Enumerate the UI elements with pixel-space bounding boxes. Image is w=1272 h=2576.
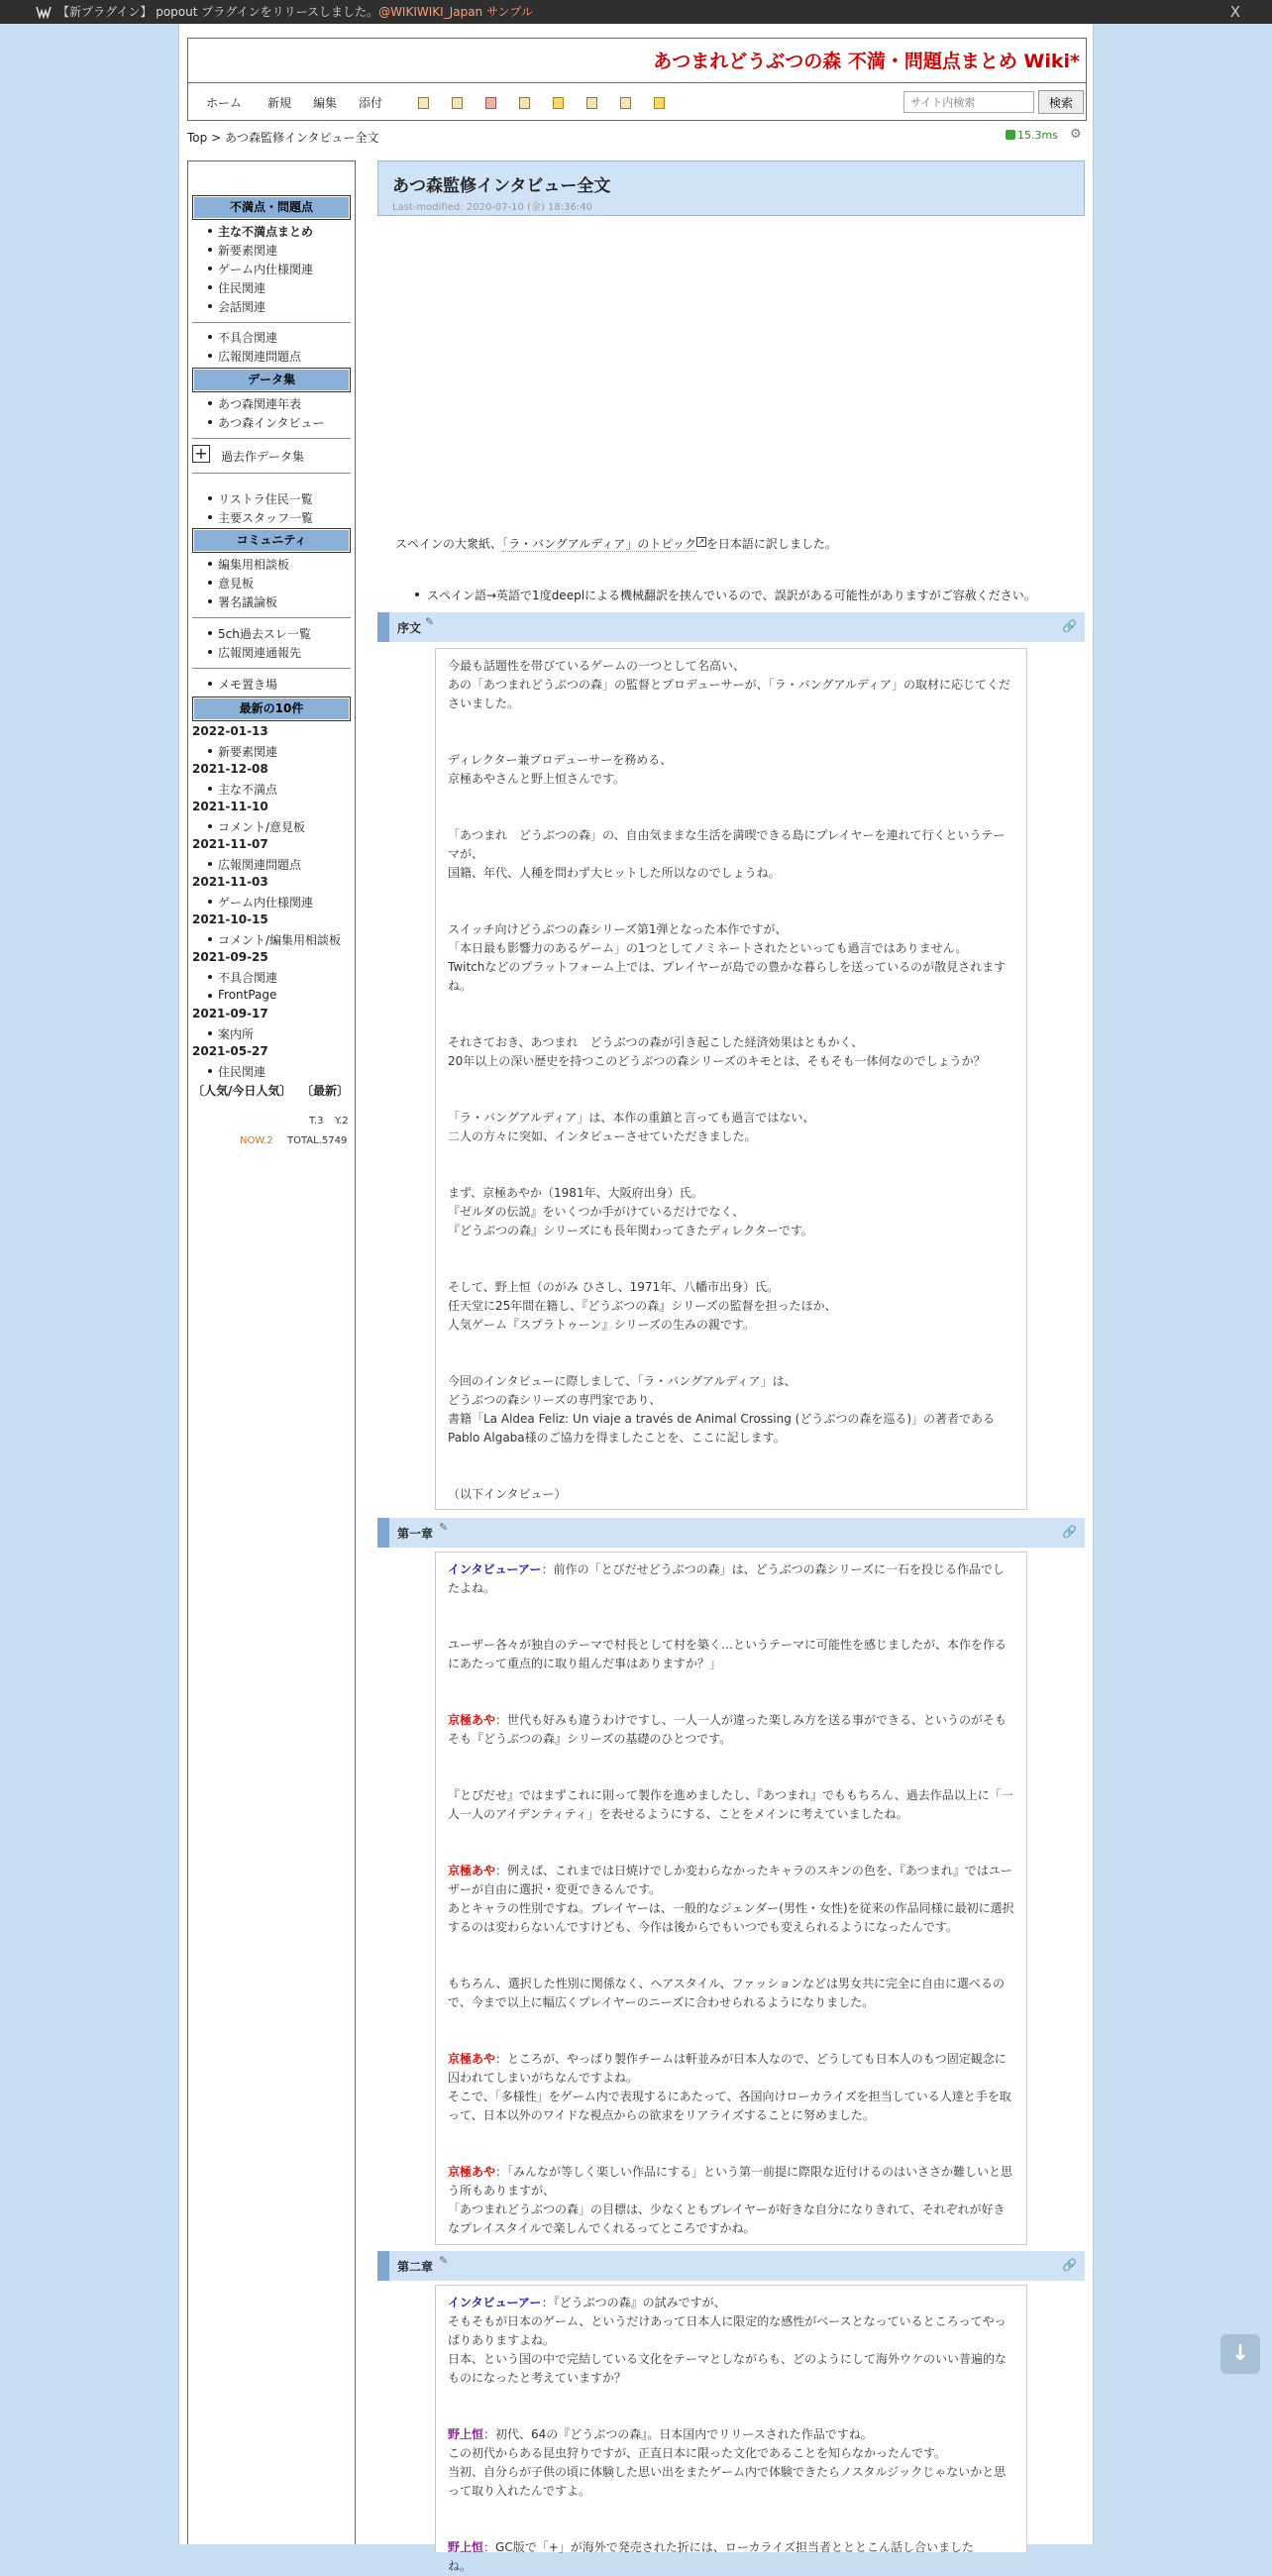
sidebar-item-past-data[interactable]: 過去作データ集 (221, 450, 305, 464)
sidebar-item-opinion-board[interactable]: 意見板 (218, 577, 255, 590)
recent-item[interactable]: 不具合関連 (218, 971, 278, 985)
breadcrumb-current: あつ森監修インタビュー全文 (224, 131, 379, 145)
preface-paragraph: スイッチ向けどうぶつの森シリーズ第1弾となった本作ですが、 「本日最も影響力のあるゲーム」の1つとしてノミネートされたといっても過言ではありません。 Twitchなどのプラットフォーム上では、プレイヤーが島での豊かな暮らしを送っているのが散見されますね。 (448, 922, 1007, 993)
gear-icon[interactable]: ⚙ (1070, 127, 1082, 142)
recent-date: 2021-11-07 (192, 837, 268, 851)
preface-paragraph: 「ラ・バングアルディア」は、本作の重鎮と言っても過言ではない、 二人の方々に突如、インタビューさせていただきました。 (448, 1111, 815, 1143)
sidebar-item-cut-villagers[interactable]: リストラ住民一覧 (218, 492, 313, 506)
sidebar-item-villagers[interactable]: 住民関連 (218, 281, 266, 295)
close-icon[interactable]: X (1229, 3, 1240, 21)
recent-date: 2021-09-25 (192, 950, 268, 964)
menu-heading-community: コミュニティ (192, 528, 351, 553)
menu-heading-data: データ集 (192, 368, 351, 392)
dialogue-line: 野上恒：GC版で「+」が海外で発売された折には、ローカライズ担当者とととこん話し合いました ね。 (448, 2540, 975, 2573)
divider (192, 617, 351, 618)
announcement-link[interactable]: @WIKIWIKI_Japan サンプル (378, 5, 533, 19)
dialogue-line: 京極あや：例えば、これまでは日焼けでしか変わらなかったキャラのスキンの色を、『あつまれ』ではユーザーが自由に選択・変更できるんです。 あとキャラの性別ですね。プレイヤーは、一般的なジェンダー(男性・女性)を従来の作品同様に最初に選択するのは変わらないんですけども、今作は後からでもいつでも変えられるようになったんです。 (448, 1864, 1014, 1934)
sidebar (187, 161, 356, 2544)
anchor-link-icon[interactable]: 🔗 (1062, 2258, 1077, 2272)
recent-item[interactable]: 広報関連問題点 (218, 858, 302, 872)
preface-paragraph: ディレクター兼プロデューサーを務める、 京極あやさんと野上恒さんです。 (448, 753, 673, 786)
site-header (187, 38, 1087, 121)
rename-icon[interactable] (620, 97, 631, 109)
render-time: 15.3ms (1006, 129, 1058, 142)
sidebar-item-5ch[interactable]: 5ch過去スレ一覧 (218, 627, 311, 641)
diff-icon[interactable] (485, 97, 496, 109)
list-icon[interactable] (654, 97, 665, 109)
preface-paragraph: （以下インタビュー） (448, 1487, 567, 1501)
breadcrumb-top[interactable]: Top (187, 131, 208, 145)
preface-paragraph: まず、京極あやか（1981年、大阪府出身）氏。 『ゼルダの伝説』をいくつか手がけているだけでなく、 『どうぶつの森』シリーズにも長年関わってきたディレクターです。 (448, 1186, 813, 1237)
source-link[interactable]: 「ラ・バングアルディア」のトピック (502, 537, 696, 551)
divider (192, 322, 351, 323)
search-button[interactable]: 検索 (1038, 90, 1084, 114)
recent-date: 2022-01-13 (192, 724, 268, 738)
anchor-link-icon[interactable]: 🔗 (1062, 619, 1077, 633)
sidebar-item-new-elements[interactable]: 新要素関連 (218, 244, 278, 258)
preface-paragraph: 「あつまれ どうぶつの森」の、自由気ままな生活を満喫できる島にプレイヤーを連れて行くというテーマが、 国籍、年代、人種を問わず大ヒットした所以なのでしょうね。 (448, 828, 1006, 880)
intro-text: スペインの大衆紙、「ラ・バングアルディア」のトピック ↗ を日本語に訳しました。 (395, 537, 837, 551)
newest-link[interactable]: 〔最新〕 (301, 1084, 350, 1098)
toolbar (188, 82, 1086, 120)
site-title[interactable]: あつまれどうぶつの森 不満・問題点まとめ Wiki* (653, 51, 1080, 72)
section-heading-chapter2: 第二章 ✎ 🔗 (377, 2251, 1085, 2281)
recent-item[interactable]: 主な不満点 (218, 783, 278, 797)
dialogue-line: 京極あや：ところが、やっぱり製作チームは軒並みが日本人なので、どうしても日本人のもつ固定観念に囚われてしまいがちなんですよね。 そこで、「多様性」をゲーム内で表現するにあたって、各国向けローカライズを担当している人達と手を取って、日本以外のワイドな視点からの欲求をリアライズすることに努めました。 (448, 2052, 1011, 2122)
recent-date: 2021-11-10 (192, 800, 268, 813)
sidebar-item-timeline[interactable]: あつ森関連年表 (218, 397, 302, 411)
sidebar-item-memo[interactable]: メモ置き場 (218, 678, 278, 692)
lock-icon[interactable] (553, 97, 564, 109)
section-heading-preface: 序文 ✎ 🔗 (377, 612, 1085, 642)
preface-box (435, 648, 1027, 1510)
menu-heading-recent: 最新の10件 (192, 697, 351, 721)
dialogue-line: インタビューアー：『どうぶつの森』の試みですが、 そもそもが日本のゲーム、というだけあって日本人に限定的な感性がベースとなっているところってやっぱりありますよね。 日本、という国の中で完結している文化をテーマとしながらも、どのようにして海外ウケのいい普遍的なものになったと考えていますか？ (448, 2296, 1007, 2385)
page-title: あつ森監修インタビュー全文 (392, 176, 611, 196)
preface-paragraph: そして、野上恒（のがみ ひさし、1971年、八幡市出身）氏。 任天堂に25年間在籍し、『どうぶつの森』シリーズの監督を担ったほか、 人気ゲーム『スプラトゥーン』シリーズの生みの親です。 (448, 1280, 837, 1332)
copy-icon[interactable] (586, 97, 597, 109)
dialogue-line: ユーザー各々が独自のテーマで村長として村を築く…というテーマに可能性を感じましたが、本作を作るにあたって重点的に取り組んだ事はありますか？」 (448, 1638, 1007, 1670)
sidebar-item-report[interactable]: 広報関連通報先 (218, 646, 302, 660)
breadcrumb: Top > あつ森監修インタビュー全文 (187, 131, 379, 145)
nav-home[interactable]: ホーム (206, 96, 243, 110)
timer-icon (1006, 130, 1015, 140)
edit-pencil-icon[interactable]: ✎ (439, 1521, 449, 1534)
translation-note: スペイン語→英語で1度deeplによる機械翻訳を挟んでいるので、誤訳がある可能性がありますがご容赦ください。 (427, 589, 1036, 602)
dialogue-line: 『とびだせ』ではまずこれに則って製作を進めましたし、『あつまれ』でももちろん、過去作品以上に「一人一人のアイデンティティ」を表せるようにする、ことをメインに考えていましたね。 (448, 1788, 1013, 1821)
counter-yesterday: Y.2 (335, 1116, 349, 1127)
sidebar-item-pr-issues[interactable]: 広報関連問題点 (218, 350, 302, 364)
chapter2-box (435, 2285, 1027, 2573)
recent-item[interactable]: 案内所 (218, 1027, 255, 1041)
announcement-text: 【新プラグイン】 popout プラグインをリリースしました。@WIKIWIKI_Japan サンプル (57, 5, 533, 19)
sidebar-item-main-issues[interactable]: 主な不満点まとめ (218, 225, 314, 239)
recent-item[interactable]: コメント/編集用相談板 (218, 933, 342, 947)
nav-new[interactable]: 新規 (267, 96, 292, 110)
dialogue-line: もちろん、選択した性別に関係なく、ヘアスタイル、ファッションなどは男女共に完全に自由に選べるので、今まで以上に幅広くプレイヤーのニーズに合わせられるようになりました。 (448, 1977, 1005, 2009)
nav-edit[interactable]: 編集 (313, 96, 338, 110)
recent-date: 2021-10-15 (192, 912, 268, 926)
expand-icon[interactable]: + (192, 445, 210, 463)
backup-icon[interactable] (519, 97, 530, 109)
dialogue-line: 野上恒：初代、64の『どうぶつの森』。日本国内でリリースされた作品ですね。 この初代からある昆虫狩りですが、正直日本に限った文化であることを知らなかったんです。 当初、自分らが子供の頃に体験した思い出をまたゲーム内で体験できたらノスタルジックじゃないかと思って取り入れたんですよ。 (448, 2427, 1007, 2498)
site-search-input[interactable] (903, 91, 1034, 113)
sidebar-item-game-spec[interactable]: ゲーム内仕様関連 (218, 263, 314, 276)
recent-date: 2021-05-27 (192, 1044, 268, 1058)
recent-date: 2021-09-17 (192, 1007, 268, 1020)
recent-item[interactable]: コメント/意見板 (218, 820, 306, 834)
last-modified: Last-modified: 2020-07-10 (金) 18:36:40 (392, 202, 592, 213)
counter-total: TOTAL.5749 (287, 1135, 348, 1146)
recent-date: 2021-11-03 (192, 875, 268, 889)
wikiwiki-logo-icon (37, 7, 51, 17)
divider (192, 473, 351, 474)
sidebar-item-staff[interactable]: 主要スタッフ一覧 (218, 511, 314, 525)
edit-pencil-icon[interactable]: ✎ (439, 2254, 449, 2267)
announcement-bar (0, 0, 1272, 24)
sidebar-item-dialogue[interactable]: 会話関連 (218, 300, 266, 314)
dialogue-line: 京極あや：「みんなが等しく楽しい作品にする」という第一前提に際限な近付けるのはいささか難しいと思う所もありますが、 「あつまれどうぶつの森」の目標は、少なくともプレイヤーが好きな自分になりきれて、それぞれが好きなプレイスタイルで楽しんでくれるってところですかね。 (448, 2165, 1013, 2235)
recent-item[interactable]: 新要素関連 (218, 745, 278, 759)
sidebar-item-bugs[interactable]: 不具合関連 (218, 331, 278, 345)
sidebar-item-interview[interactable]: あつ森インタビュー (218, 416, 325, 430)
dialogue-line: インタビューアー：前作の「とびだせどうぶつの森」は、どうぶつの森シリーズに一石を投じる作品でしたよね。 (448, 1562, 1005, 1595)
edit-pencil-icon[interactable]: ✎ (425, 615, 435, 628)
recent-item[interactable]: 住民関連 (218, 1065, 266, 1079)
page-container (178, 24, 1094, 2573)
divider (192, 668, 351, 669)
preface-paragraph: それさておき、あつまれ どうぶつの森が引き起こした経済効果はともかく、 20年以上の深い歴史を持つこのどうぶつの森シリーズのキモとは、そもそも一体何なのでしょうか？ (448, 1035, 986, 1068)
page-title-box (377, 161, 1085, 216)
recent-item[interactable]: ゲーム内仕様関連 (218, 896, 314, 910)
edit-page-icon[interactable] (418, 97, 429, 109)
freeze-icon[interactable] (452, 97, 463, 109)
sidebar-item-signature-board[interactable]: 署名議論板 (218, 595, 278, 609)
recent-item[interactable]: FrontPage (218, 988, 277, 1002)
popular-link[interactable]: 〔人気/今日人気〕 (192, 1084, 292, 1098)
preface-paragraph: 今最も話題性を帯びているゲームの一つとして名高い、 あの「あつまれどうぶつの森」の監督とプロデューサーが、「ラ・バングアルディア」の取材に応じてくださいました。 (448, 659, 1010, 710)
section-heading-chapter1: 第一章 ✎ 🔗 (377, 1518, 1085, 1548)
preface-paragraph: 今回のインタビューに際しまして、「ラ・バングアルディア」は、 どうぶつの森シリーズの専門家であり、 書籍「La Aldea Feliz: Un viaje a través de Animal Crossing (どうぶつの森を巡る)」の著者である Pablo Algaba様のご協力を得ましたことを、ここに記します。 (448, 1374, 996, 1445)
dialogue-line: 京極あや：世代も好みも違うわけですし、一人一人が違った楽しみ方を送る事ができる、というのがそもそも『どうぶつの森』シリーズの基礎のひとつです。 (448, 1713, 1007, 1746)
external-link-icon: ↗ (697, 537, 705, 546)
anchor-link-icon[interactable]: 🔗 (1062, 1525, 1077, 1539)
recent-date: 2021-12-08 (192, 762, 268, 776)
scroll-down-icon[interactable]: ↓ (1220, 2334, 1260, 2374)
chapter1-box (435, 1552, 1027, 2245)
nav-attach[interactable]: 添付 (359, 96, 383, 110)
menu-heading-issues: 不満点・問題点 (192, 195, 351, 220)
counter-today: T.3 (309, 1116, 324, 1127)
divider (192, 438, 351, 439)
counter-now: NOW.2 (240, 1135, 273, 1146)
sidebar-item-edit-board[interactable]: 編集用相談板 (218, 558, 290, 572)
